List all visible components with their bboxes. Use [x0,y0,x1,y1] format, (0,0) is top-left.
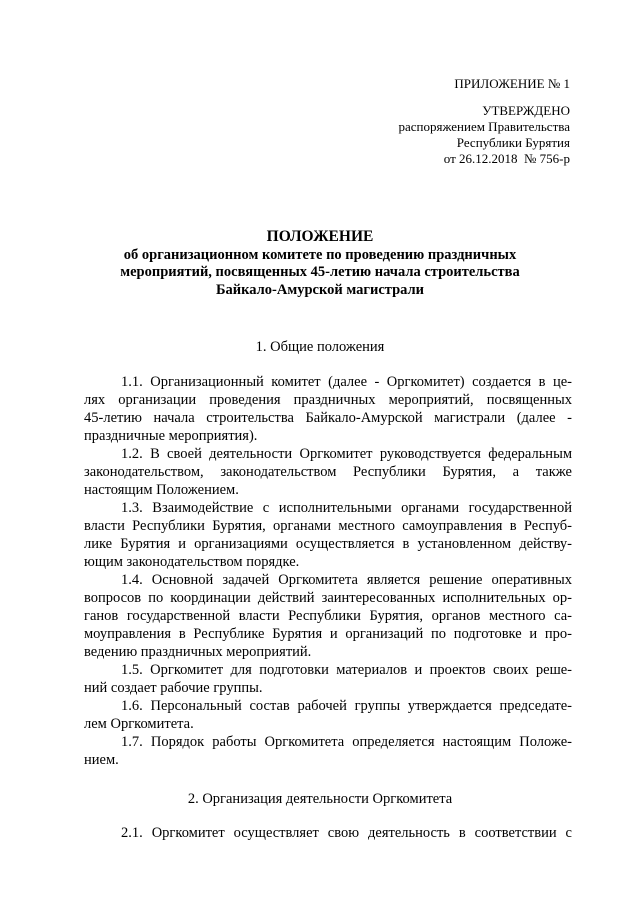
section-2-body [84,824,572,842]
paragraph [84,373,572,445]
paragraph-line: ведению праздничных мероприятий. [84,644,312,660]
paragraph [84,697,572,733]
paragraph-line: 1.6. Персональный состав рабочей группы утверждается председате- [121,698,572,714]
appendix-label: ПРИЛОЖЕНИЕ № 1 [454,76,570,91]
paragraph-line: вопросов по координации действий заинтересованных исполнительных ор- [84,590,572,606]
paragraph-line: 45-летию начала строительства Байкало-Амурской магистрали (далее - [84,410,572,426]
paragraph-line: моуправления в Республике Бурятия и организаций по подготовке и про- [84,626,572,642]
approval-line: распоряжением Правительства [398,119,570,134]
paragraph-line: законодательством, законодательством Республики Бурятия, а также [84,464,572,480]
section-1-body [84,373,572,769]
paragraph-line: лем Оргкомитета. [84,716,194,732]
title-line: об организационном комитете по проведению праздничных [123,246,517,263]
paragraph-line: лике Бурятия и организациями осуществляется в установленном действу- [84,536,572,552]
paragraph-line: 2.1. Оргкомитет осуществляет свою деятельность в соответствии с [121,825,572,841]
title-line: мероприятий, посвященных 45-летию начала строительства [120,264,520,280]
paragraph-line: 1.3. Взаимодействие с исполнительными органами государственной [121,500,572,516]
paragraph [84,445,572,499]
paragraph-line: праздничные мероприятия). [84,428,258,444]
paragraph-line: 1.1. Организационный комитет (далее - Оргкомитет) создается в це- [121,374,572,390]
paragraph-line: нием. [84,752,119,768]
paragraph-line: 1.2. В своей деятельности Оргкомитет руководствуется федеральным [121,446,572,462]
approval-line: Республики Бурятия [456,135,570,150]
title-line: Байкало-Амурской магистрали [215,281,425,298]
paragraph [84,499,572,571]
approval-line: от 26.12.2018 № 756-р [443,151,570,166]
section-2-heading: 2. Организация деятельности Оргкомитета [187,791,453,807]
approval-line: УТВЕРЖДЕНО [482,103,570,118]
paragraph-line: ганов государственной власти Республики Бурятия, органов местного са- [84,608,572,624]
paragraph [84,733,572,769]
title-main: ПОЛОЖЕНИЕ [266,228,374,245]
paragraph-line: 1.5. Оргкомитет для подготовки материалов и проектов своих реше- [121,662,572,678]
paragraph-line: 1.4. Основной задачей Оргкомитета является решение оперативных [121,572,572,588]
section-1-heading: 1. Общие положения [255,339,385,355]
paragraph-line: власти Республики Бурятия, органами местного самоуправления в Респуб- [84,518,572,534]
approval-stamp [398,103,570,167]
paragraph [84,571,572,661]
paragraph-line: лях организации проведения праздничных мероприятий, посвященных [84,392,572,408]
paragraph [84,661,572,697]
paragraph-line: ющим законодательством порядке. [84,554,300,570]
paragraph-line: настоящим Положением. [84,482,239,498]
document-title [110,228,530,299]
paragraph-line: ний создает рабочие группы. [84,680,263,696]
paragraph [84,824,572,842]
paragraph-line: 1.7. Порядок работы Оргкомитета определяется настоящим Положе- [121,734,572,750]
